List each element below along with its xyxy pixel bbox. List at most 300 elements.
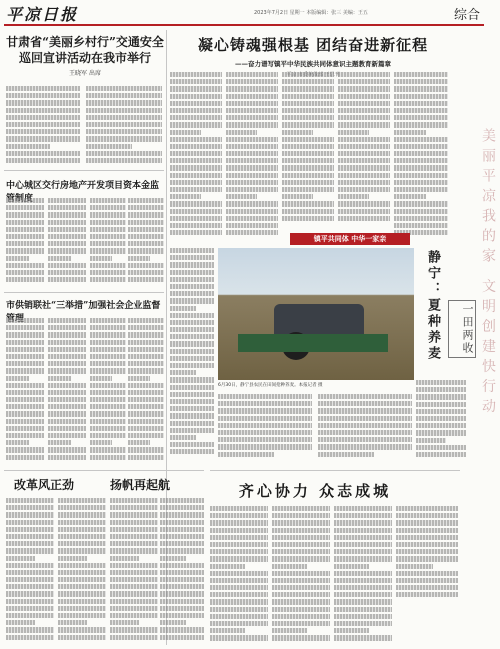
text-line xyxy=(160,512,204,517)
text-line xyxy=(90,376,112,381)
text-line xyxy=(226,209,278,214)
text-line xyxy=(394,151,448,156)
text-line xyxy=(272,592,330,597)
text-line xyxy=(394,158,448,163)
text-line xyxy=(170,341,214,346)
text-line xyxy=(170,180,222,185)
text-line xyxy=(128,220,164,225)
text-line xyxy=(6,122,80,127)
text-line xyxy=(396,542,458,547)
text-line xyxy=(272,528,330,533)
text-line xyxy=(210,628,245,633)
text-line xyxy=(48,361,86,366)
article-body xyxy=(48,318,86,463)
text-line xyxy=(128,447,164,452)
text-line xyxy=(338,209,390,214)
text-line xyxy=(128,347,164,352)
text-line xyxy=(396,556,458,561)
text-line xyxy=(318,444,412,449)
text-line xyxy=(394,115,448,120)
text-line xyxy=(128,361,164,366)
text-line xyxy=(128,248,164,253)
text-line xyxy=(394,216,448,221)
text-line xyxy=(6,93,80,98)
text-line xyxy=(90,404,126,409)
article-body xyxy=(6,198,44,288)
text-line xyxy=(48,419,86,424)
text-line xyxy=(334,571,392,576)
text-line xyxy=(48,277,86,282)
text-line xyxy=(334,549,392,554)
text-line xyxy=(128,241,164,246)
section-label: 综合 xyxy=(453,8,480,23)
text-line xyxy=(6,227,44,232)
text-line xyxy=(48,426,86,431)
text-line xyxy=(58,599,106,604)
text-line xyxy=(210,578,268,583)
text-line xyxy=(6,563,54,568)
text-line xyxy=(338,187,390,192)
issue-meta: 2023年7月2日 星期一 本版编辑：张三 美编：王五 xyxy=(254,10,368,16)
text-line xyxy=(170,406,214,411)
text-line xyxy=(338,173,390,178)
text-line xyxy=(48,270,86,275)
text-line xyxy=(90,325,126,330)
left-lead-title-line1: 甘肃省“美丽乡村行”交通安全 xyxy=(6,35,164,49)
text-line xyxy=(110,512,158,517)
article-body xyxy=(210,506,268,646)
text-line xyxy=(210,549,268,554)
text-line xyxy=(394,201,448,206)
text-line xyxy=(338,180,390,185)
text-line xyxy=(6,455,44,460)
text-line xyxy=(170,255,214,260)
text-line xyxy=(160,505,204,510)
text-line xyxy=(6,447,44,452)
text-line xyxy=(170,223,222,228)
text-line xyxy=(90,212,126,217)
text-line xyxy=(48,390,86,395)
text-line xyxy=(282,194,313,199)
text-line xyxy=(170,435,196,440)
feature-title: 静宁：夏种养麦 xyxy=(425,250,440,362)
text-line xyxy=(226,216,278,221)
text-line xyxy=(6,599,54,604)
text-line xyxy=(128,340,164,345)
text-line xyxy=(160,527,204,532)
text-line xyxy=(110,541,158,546)
text-line xyxy=(170,298,214,303)
text-line xyxy=(338,86,390,91)
text-line xyxy=(226,230,278,235)
text-line xyxy=(48,455,86,460)
text-line xyxy=(6,404,44,409)
text-line xyxy=(394,101,448,106)
text-line xyxy=(226,108,278,113)
text-line xyxy=(90,220,126,225)
text-line xyxy=(58,627,106,632)
text-line xyxy=(90,390,126,395)
text-line xyxy=(226,180,278,185)
text-line xyxy=(6,332,44,337)
text-line xyxy=(282,216,334,221)
text-line xyxy=(170,115,222,120)
text-line xyxy=(170,216,222,221)
text-line xyxy=(416,445,466,450)
text-line xyxy=(282,201,334,206)
text-line xyxy=(170,86,222,91)
text-line xyxy=(334,607,392,612)
article-body xyxy=(338,72,390,230)
text-line xyxy=(6,340,44,345)
text-line xyxy=(272,549,330,554)
text-line xyxy=(128,440,150,445)
text-line xyxy=(48,368,86,373)
text-line xyxy=(6,411,44,416)
text-line xyxy=(282,165,334,170)
text-line xyxy=(282,79,334,84)
text-line xyxy=(272,621,330,626)
section-divider xyxy=(4,170,164,171)
article-body xyxy=(226,72,278,242)
text-line xyxy=(90,277,126,282)
text-line xyxy=(210,528,268,533)
text-line xyxy=(210,635,268,640)
text-line xyxy=(416,409,466,414)
text-line xyxy=(6,368,44,373)
text-line xyxy=(6,584,54,589)
text-line xyxy=(128,227,164,232)
text-line xyxy=(58,498,106,503)
text-line xyxy=(90,318,126,323)
text-line xyxy=(160,556,186,561)
text-line xyxy=(6,505,54,510)
text-line xyxy=(48,325,86,330)
text-line xyxy=(170,385,214,390)
text-line xyxy=(86,129,162,134)
text-line xyxy=(170,327,214,332)
text-line xyxy=(396,592,458,597)
text-line xyxy=(86,115,162,120)
text-line xyxy=(396,564,433,569)
text-line xyxy=(86,144,132,149)
text-line xyxy=(170,262,214,267)
text-line xyxy=(90,447,126,452)
text-line xyxy=(160,635,204,640)
article-body xyxy=(58,498,106,646)
text-line xyxy=(210,585,268,590)
text-line xyxy=(170,320,214,325)
text-line xyxy=(110,606,158,611)
text-line xyxy=(338,165,390,170)
text-line xyxy=(210,621,268,626)
text-line xyxy=(48,227,86,232)
text-line xyxy=(282,187,334,192)
text-line xyxy=(90,397,126,402)
left-lead-title-line2: 巡回宣讲活动在我市举行 xyxy=(18,51,151,65)
bottom-headline: 齐心协力 众志成城 xyxy=(238,482,392,500)
text-line xyxy=(6,556,35,561)
text-line xyxy=(90,347,126,352)
text-line xyxy=(6,256,29,261)
text-line xyxy=(318,430,412,435)
text-line xyxy=(272,599,330,604)
text-line xyxy=(58,541,106,546)
text-line xyxy=(272,578,330,583)
article-body xyxy=(128,318,164,463)
text-line xyxy=(226,72,278,77)
text-line xyxy=(6,376,29,381)
text-line xyxy=(272,556,330,561)
text-line xyxy=(226,165,278,170)
text-line xyxy=(58,534,106,539)
text-line xyxy=(170,173,222,178)
text-line xyxy=(170,334,214,339)
text-line xyxy=(110,527,158,532)
text-line xyxy=(90,368,126,373)
text-line xyxy=(394,194,426,199)
text-line xyxy=(128,419,164,424)
text-line xyxy=(110,627,158,632)
farm-photo xyxy=(218,248,414,380)
text-line xyxy=(90,263,126,268)
text-line xyxy=(210,564,245,569)
text-line xyxy=(282,180,334,185)
text-line xyxy=(226,79,278,84)
text-line xyxy=(6,426,44,431)
text-line xyxy=(334,621,392,626)
article-body xyxy=(6,498,54,646)
text-line xyxy=(86,136,162,141)
text-line xyxy=(416,387,466,392)
text-line xyxy=(48,440,71,445)
text-line xyxy=(338,130,369,135)
text-line xyxy=(6,144,50,149)
kicker-banner: 镇平共同体 中华一家亲 xyxy=(290,233,410,245)
top-story-title: 凝心铸魂强根基 团结奋进新征程 xyxy=(197,36,429,54)
text-line xyxy=(48,383,86,388)
text-line xyxy=(48,263,86,268)
text-line xyxy=(128,234,164,239)
text-line xyxy=(170,277,214,282)
text-line xyxy=(48,447,86,452)
text-line xyxy=(394,79,448,84)
text-line xyxy=(90,234,126,239)
top-story-subtitle: ——奋力谱写镇平中华民族共同体意识主题教育新篇章 xyxy=(235,60,391,68)
text-line xyxy=(58,570,106,575)
text-line xyxy=(48,397,86,402)
text-line xyxy=(394,180,448,185)
text-line xyxy=(6,205,44,210)
article-body xyxy=(334,506,392,646)
text-line xyxy=(6,512,54,517)
text-line xyxy=(170,291,214,296)
text-line xyxy=(6,86,80,91)
text-line xyxy=(226,130,257,135)
text-line xyxy=(58,520,106,525)
text-line xyxy=(226,86,278,91)
text-line xyxy=(6,570,54,575)
text-line xyxy=(6,591,54,596)
text-line xyxy=(396,549,458,554)
text-line xyxy=(6,198,44,203)
article-body xyxy=(160,498,204,646)
seeder-graphic xyxy=(238,334,388,352)
text-line xyxy=(170,209,222,214)
text-line xyxy=(210,607,268,612)
text-line xyxy=(170,165,222,170)
text-line xyxy=(334,535,392,540)
newspaper-logo: 平凉日报 xyxy=(6,5,79,24)
text-line xyxy=(110,563,158,568)
article-body xyxy=(218,394,312,464)
text-line xyxy=(334,520,392,525)
text-line xyxy=(318,437,412,442)
text-line xyxy=(110,548,158,553)
text-line xyxy=(6,129,80,134)
text-line xyxy=(170,187,222,192)
text-line xyxy=(396,585,458,590)
text-line xyxy=(128,404,164,409)
text-line xyxy=(160,599,204,604)
text-line xyxy=(160,520,204,525)
text-line xyxy=(48,205,86,210)
text-line xyxy=(6,613,54,618)
left-lead-headline xyxy=(4,34,166,77)
text-line xyxy=(6,383,44,388)
text-line xyxy=(226,201,278,206)
text-line xyxy=(396,535,458,540)
text-line xyxy=(272,635,330,640)
text-line xyxy=(48,318,86,323)
text-line xyxy=(394,94,448,99)
text-line xyxy=(218,394,312,399)
text-line xyxy=(48,332,86,337)
article-headline: 市供销联社“三举措”加强社会企业监督 xyxy=(6,301,161,311)
text-line xyxy=(334,578,392,583)
text-line xyxy=(160,563,204,568)
text-line xyxy=(110,520,158,525)
text-line xyxy=(6,100,80,105)
text-line xyxy=(128,212,164,217)
text-line xyxy=(210,571,268,576)
text-line xyxy=(416,430,466,435)
text-line xyxy=(160,577,204,582)
text-line xyxy=(90,419,126,424)
text-line xyxy=(6,115,80,120)
text-line xyxy=(128,390,164,395)
text-line xyxy=(282,144,334,149)
text-line xyxy=(128,205,164,210)
text-line xyxy=(128,397,164,402)
text-line xyxy=(110,498,158,503)
article-body xyxy=(110,498,158,646)
text-line xyxy=(90,248,126,253)
text-line xyxy=(6,577,54,582)
text-line xyxy=(90,241,126,246)
text-line xyxy=(334,585,392,590)
text-line xyxy=(210,599,268,604)
text-line xyxy=(90,426,126,431)
text-line xyxy=(110,591,158,596)
text-line xyxy=(110,620,139,625)
text-line xyxy=(160,627,204,632)
text-line xyxy=(318,423,412,428)
text-line xyxy=(6,527,54,532)
text-line xyxy=(6,108,80,113)
text-line xyxy=(338,137,390,142)
text-line xyxy=(6,520,54,525)
text-line xyxy=(48,220,86,225)
text-line xyxy=(218,444,312,449)
text-line xyxy=(6,354,44,359)
text-line xyxy=(318,452,374,457)
text-line xyxy=(110,534,158,539)
text-line xyxy=(394,187,448,192)
text-line xyxy=(318,401,412,406)
text-line xyxy=(170,284,214,289)
text-line xyxy=(334,564,369,569)
article-headline: 改革风正劲 xyxy=(14,478,75,492)
text-line xyxy=(210,506,268,511)
text-line xyxy=(58,512,106,517)
text-line xyxy=(170,313,214,318)
text-line xyxy=(272,564,307,569)
text-line xyxy=(6,635,54,640)
text-line xyxy=(86,158,162,163)
text-line xyxy=(6,390,44,395)
text-line xyxy=(160,534,204,539)
text-line xyxy=(338,194,369,199)
text-line xyxy=(160,606,204,611)
text-line xyxy=(338,158,390,163)
text-line xyxy=(6,234,44,239)
text-line xyxy=(226,187,278,192)
text-line xyxy=(86,122,162,127)
text-line xyxy=(218,437,312,442)
text-line xyxy=(86,151,162,156)
text-line xyxy=(394,144,448,149)
masthead xyxy=(4,2,484,26)
text-line xyxy=(128,198,164,203)
text-line xyxy=(318,408,412,413)
text-line xyxy=(334,528,392,533)
text-line xyxy=(48,354,86,359)
text-line xyxy=(110,505,158,510)
text-line xyxy=(6,263,44,268)
text-line xyxy=(128,433,164,438)
text-line xyxy=(170,370,196,375)
text-line xyxy=(318,416,412,421)
text-line xyxy=(394,122,448,127)
section-divider xyxy=(210,470,460,471)
text-line xyxy=(210,535,268,540)
text-line xyxy=(170,413,214,418)
text-line xyxy=(416,402,466,407)
text-line xyxy=(272,506,330,511)
text-line xyxy=(416,380,466,385)
text-line xyxy=(48,198,86,203)
text-line xyxy=(86,86,162,91)
text-line xyxy=(282,151,334,156)
article-body xyxy=(396,506,458,606)
article-headline: 扬帆再起航 xyxy=(110,478,171,492)
text-line xyxy=(226,122,278,127)
text-line xyxy=(6,212,44,217)
text-line xyxy=(338,201,390,206)
text-line xyxy=(170,79,222,84)
text-line xyxy=(318,394,412,399)
